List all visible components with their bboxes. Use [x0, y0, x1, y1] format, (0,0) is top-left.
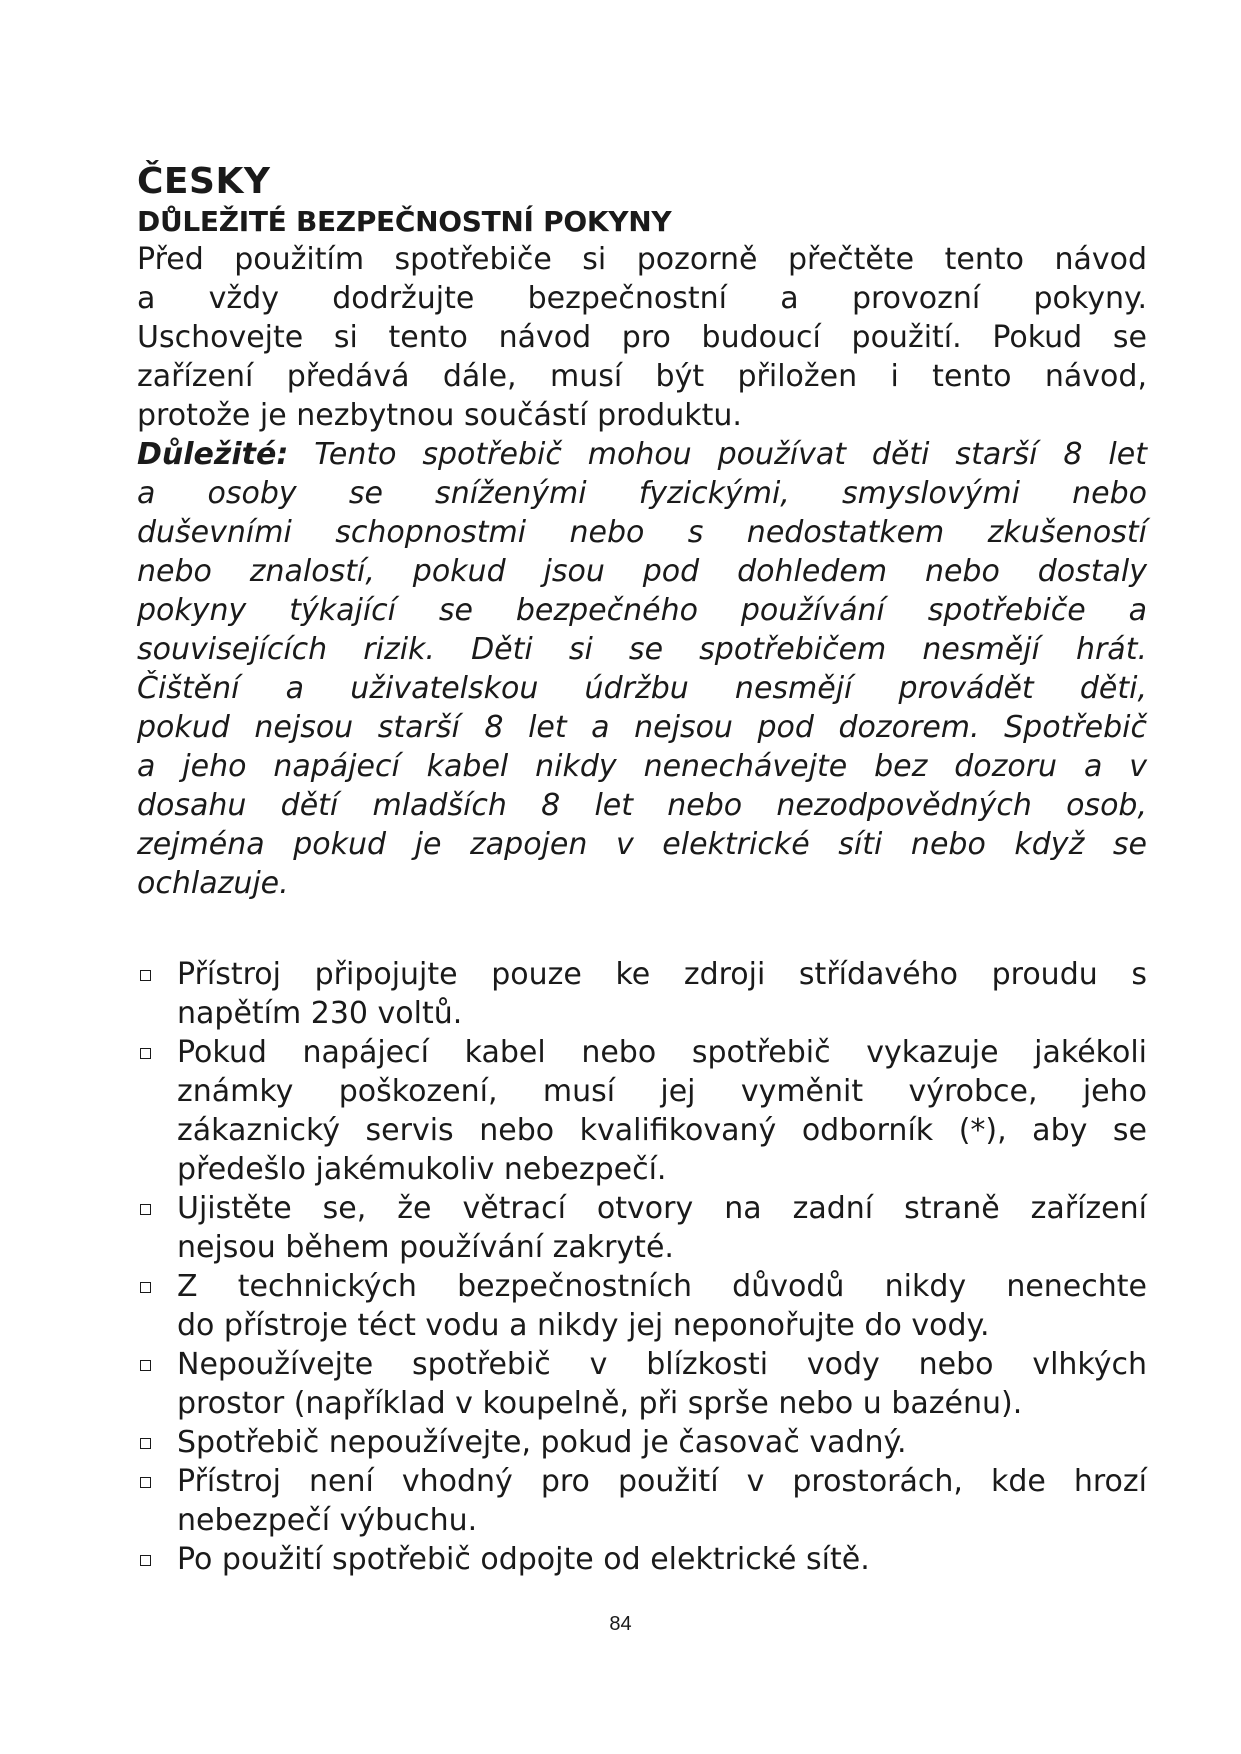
bullet-line: nebezpečí výbuchu. [177, 1503, 478, 1538]
bullet-line: známky poškození, musí jej vyměnit výrobce, jeho [177, 1074, 1147, 1109]
checkbox-square-icon [140, 970, 151, 981]
bullet-line: Z technických bezpečnostních důvodů nikdy nenechte [177, 1269, 1147, 1304]
safety-bullet-list [137, 955, 1147, 1579]
bullet-line: Ujistěte se, že větrací otvory na zadní straně zařízení [177, 1191, 1147, 1226]
list-item [137, 1033, 1147, 1189]
intro-line: a vždy dodržujte bezpečnostní a provozní pokyny. [137, 281, 1147, 316]
important-label: Důležité: [137, 437, 289, 472]
important-line: dosahu dětí mladších 8 let nebo nezodpovědných osob, [137, 788, 1147, 823]
intro-paragraph [137, 240, 1147, 435]
checkbox-square-icon [140, 1438, 151, 1449]
important-line: nebo znalostí, pokud jsou pod dohledem nebo dostaly [137, 554, 1147, 589]
important-line: a jeho napájecí kabel nikdy nenechávejte bez dozoru a v [137, 749, 1147, 784]
bullet-line: Pokud napájecí kabel nebo spotřebič vykazuje jakékoli [177, 1035, 1147, 1070]
bullet-line: Přístroj není vhodný pro použití v prostorách, kde hrozí [177, 1464, 1147, 1499]
intro-line: Před použitím spotřebiče si pozorně přečtěte tento návod [137, 242, 1147, 277]
page-number: 84 [609, 1613, 632, 1635]
list-item [137, 1462, 1147, 1540]
checkbox-square-icon [140, 1204, 151, 1215]
important-line: zejména pokud je zapojen v elektrické síti nebo když se [137, 827, 1147, 862]
list-item [137, 1345, 1147, 1423]
checkbox-square-icon [140, 1282, 151, 1293]
bullet-line: do přístroje téct vodu a nikdy jej neponořujte do vody. [177, 1308, 990, 1343]
checkbox-square-icon [140, 1477, 151, 1488]
checkbox-square-icon [140, 1555, 151, 1566]
list-item [137, 1423, 1147, 1462]
list-item [137, 1540, 1147, 1579]
important-text: Tento spotřebič mohou používat děti starší 8 let [314, 437, 1147, 472]
section-heading: DŮLEŽITÉ BEZPEČNOSTNÍ POKYNY [137, 205, 672, 238]
bullet-line: zákaznický servis nebo kvalifikovaný odborník (*), aby se [177, 1113, 1147, 1148]
list-item [137, 1189, 1147, 1267]
checkbox-square-icon [140, 1360, 151, 1371]
manual-page [137, 160, 1147, 1579]
checkbox-square-icon [140, 1048, 151, 1059]
bullet-line: nejsou během používání zakryté. [177, 1230, 674, 1265]
important-line: pokud nejsou starší 8 let a nejsou pod dozorem. Spotřebič [137, 710, 1147, 745]
important-line: ochlazuje. [137, 866, 289, 901]
important-line: Čištění a uživatelskou údržbu nesmějí provádět děti, [137, 671, 1147, 706]
bullet-line: Nepoužívejte spotřebič v blízkosti vody nebo vlhkých [177, 1347, 1147, 1382]
language-title: ČESKY [137, 161, 271, 202]
important-line: souvisejících rizik. Děti si se spotřebičem nesmějí hrát. [137, 632, 1147, 667]
important-line [137, 435, 1147, 474]
bullet-line: prostor (například v koupelně, při sprše nebo u bazénu). [177, 1386, 1023, 1421]
intro-line: zařízení předává dále, musí být přiložen i tento návod, [137, 359, 1147, 394]
intro-line: Uschovejte si tento návod pro budoucí použití. Pokud se [137, 320, 1147, 355]
bullet-line: Po použití spotřebič odpojte od elektrické sítě. [177, 1542, 870, 1577]
list-item [137, 955, 1147, 1033]
important-line: pokyny týkající se bezpečného používání spotřebiče a [137, 593, 1147, 628]
bullet-line: Přístroj připojujte pouze ke zdroji střídavého proudu s [177, 957, 1147, 992]
important-line: duševními schopnostmi nebo s nedostatkem zkušeností [137, 515, 1147, 550]
intro-line: protože je nezbytnou součástí produktu. [137, 398, 742, 433]
bullet-line: napětím 230 voltů. [177, 996, 463, 1031]
bullet-line: Spotřebič nepoužívejte, pokud je časovač vadný. [177, 1425, 907, 1460]
bullet-line: předešlo jakémukoliv nebezpečí. [177, 1152, 667, 1187]
list-item [137, 1267, 1147, 1345]
important-line: a osoby se sníženými fyzickými, smyslovými nebo [137, 476, 1147, 511]
important-notice [137, 435, 1147, 903]
